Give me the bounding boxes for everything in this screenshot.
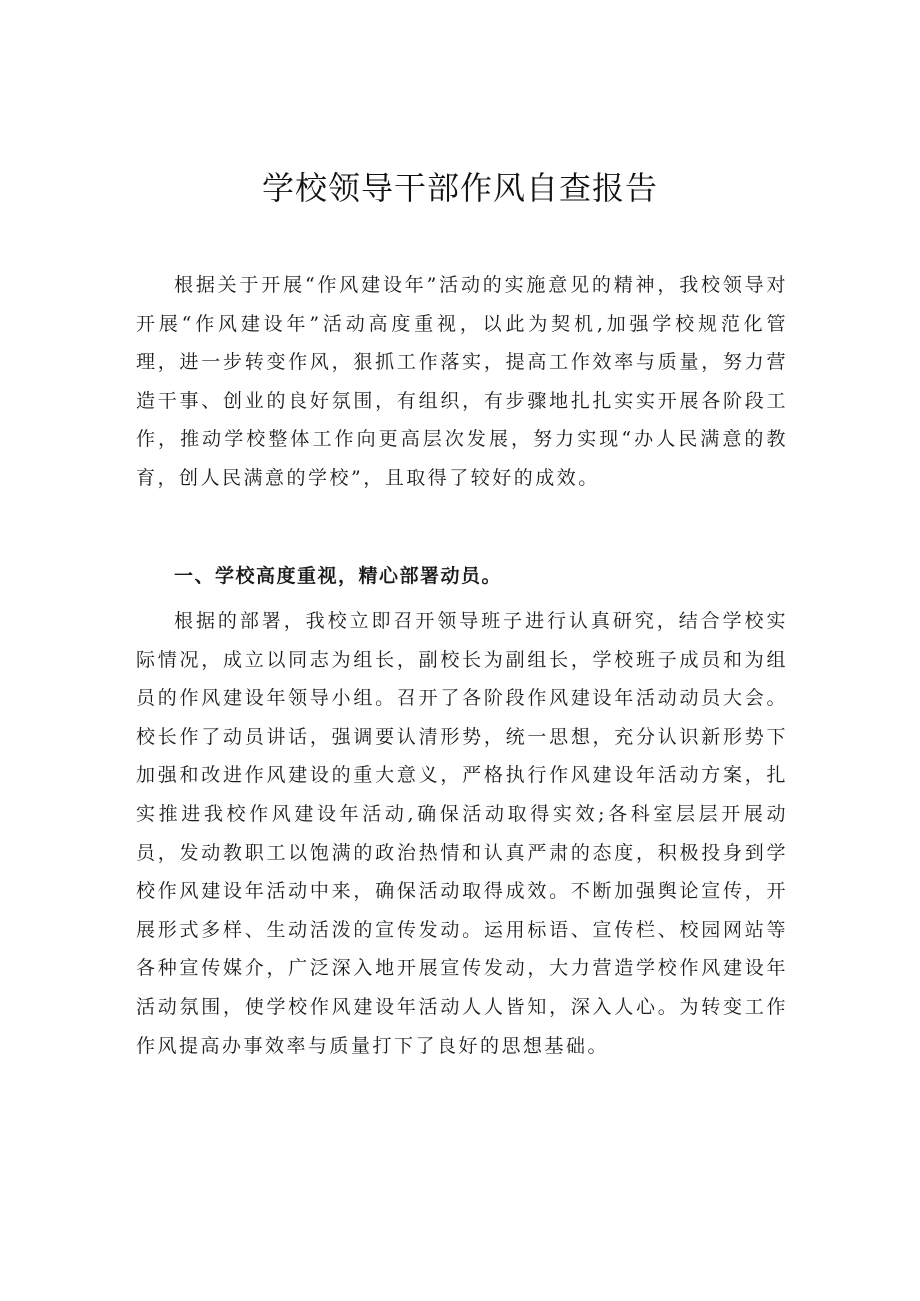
document-title: 学校领导干部作风自查报告 [261,169,658,207]
section-heading-container [136,556,788,596]
section-heading: 一、学校高度重视，精心部署动员。 [174,565,503,587]
body-paragraph: 根据的部署，我校立即召开领导班子进行认真研究，结合学校实际情况，成立以同志为组长，副校长为副组长，学校班子成员和为组员的作风建设年领导小组。召开了各阶段作风建设年活动动员大会。校长作了动员讲话，强调要认清形势，统一思想，充分认识新形势下加强和改进作风建设的重大意义，严格执行作风建设年活动方案，扎实推进我校作风建设年活动,确保活动取得实效;各科室层层开展动员，发动教职工以饱满的政治热情和认真严肃的态度，积极投身到学校作风建设年活动中来，确保活动取得成效。不断加强舆论宣传，开展形式多样、生动活泼的宣传发动。运用标语、宣传栏、校园网站等各种宣传媒介，广泛深入地开展宣传发动，大力营造学校作风建设年活动氛围，使学校作风建设年活动人人皆知，深入人心。为转变工作作风提高办事效率与质量打下了良好的思想基础。 [136,610,788,1057]
body-paragraph-1-container [136,266,788,498]
body-paragraph-2-container [136,602,788,1065]
body-paragraph: 根据关于开展“作风建设年”活动的实施意见的精神，我校领导对开展“作风建设年”活动高度重视，以此为契机,加强学校规范化管理，进一步转变作风，狠抓工作落实，提高工作效率与质量，努力营造干事、创业的良好氛围，有组织，有步骤地扎扎实实开展各阶段工作，推动学校整体工作向更高层次发展，努力实现“办人民满意的教育，创人民满意的学校”，且取得了较好的成效。 [136,274,788,489]
